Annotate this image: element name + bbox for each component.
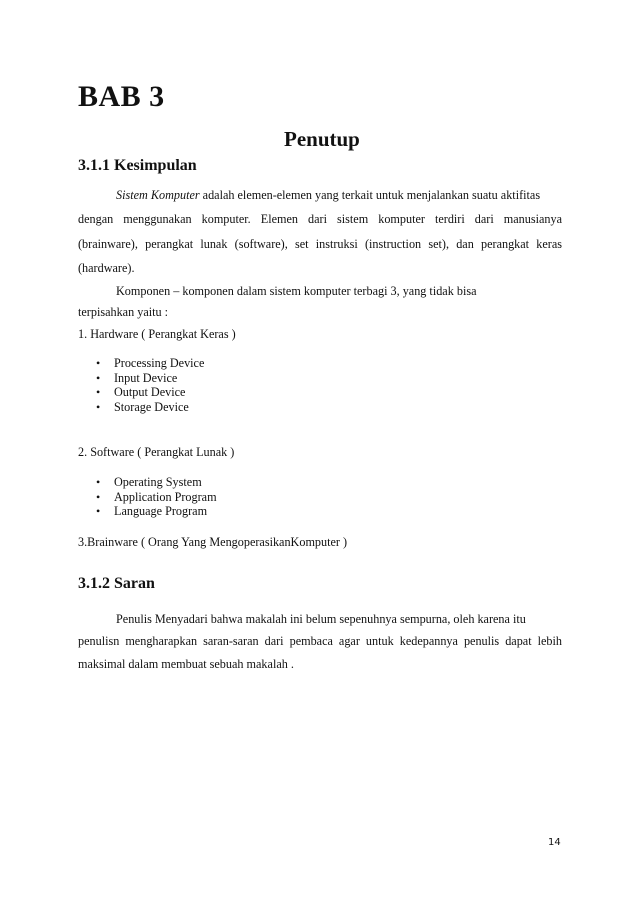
kesimpulan-heading: 3.1.1 Kesimpulan (78, 157, 197, 174)
kesimpulan-p1-line2: dengan menggunakan komputer. Elemen dari sistem komputer terdiri dari manusianya (78, 212, 562, 226)
page-title: Penutup (284, 127, 360, 151)
page-number: 14 (548, 837, 561, 848)
kesimpulan-p1-line1 (116, 188, 540, 203)
saran-line2: penulisn mengharapkan saran-saran dari pembaca agar untuk kedepannya penulis dapat lebih (78, 634, 562, 648)
list-item: • Input Device (96, 370, 178, 385)
bullet-icon: • (96, 489, 101, 504)
kesimpulan-p1-line3: (brainware), perangkat lunak (software), set instruksi (instruction set), dan perangkat keras (78, 237, 562, 251)
kesimpulan-p2-line1: Komponen – komponen dalam sistem komputer terbagi 3, yang tidak bisa (116, 284, 477, 298)
bullet-icon: • (96, 385, 101, 399)
kesimpulan-p1-italic: Sistem Komputer (116, 188, 200, 202)
kesimpulan-p1-line1-rest: adalah elemen-elemen yang terkait untuk menjalankan suatu aktifitas (202, 188, 541, 202)
bullet-icon: • (96, 399, 101, 414)
hardware-title: 1. Hardware ( Perangkat Keras ) (78, 327, 236, 341)
saran-line3: maksimal dalam membuat sebuah makalah . (78, 657, 294, 671)
saran-line1: Penulis Menyadari bahwa makalah ini belum sepenuhnya sempurna, oleh karena itu (116, 612, 526, 626)
kesimpulan-p2-line2: terpisahkan yaitu : (78, 305, 169, 319)
bullet-icon: • (96, 475, 101, 489)
brainware-title: 3.Brainware ( Orang Yang MengoperasikanKomputer ) (78, 535, 348, 549)
chapter-heading: BAB 3 (78, 80, 165, 113)
bullet-icon: • (96, 370, 101, 385)
list-item: • Processing Device (96, 356, 205, 370)
bullet-icon: • (96, 504, 101, 518)
list-item: • Output Device (96, 385, 186, 399)
hardware-list (96, 356, 204, 414)
bullet-icon: • (96, 356, 101, 370)
list-item: • Application Program (96, 489, 217, 504)
software-title: 2. Software ( Perangkat Lunak ) (78, 445, 235, 459)
list-item: • Operating System (96, 475, 202, 489)
list-item: • Storage Device (96, 399, 189, 414)
saran-heading: 3.1.2 Saran (78, 575, 155, 592)
kesimpulan-p1-line4: (hardware). (78, 261, 135, 275)
software-list (96, 475, 217, 519)
list-item: • Language Program (96, 504, 208, 518)
